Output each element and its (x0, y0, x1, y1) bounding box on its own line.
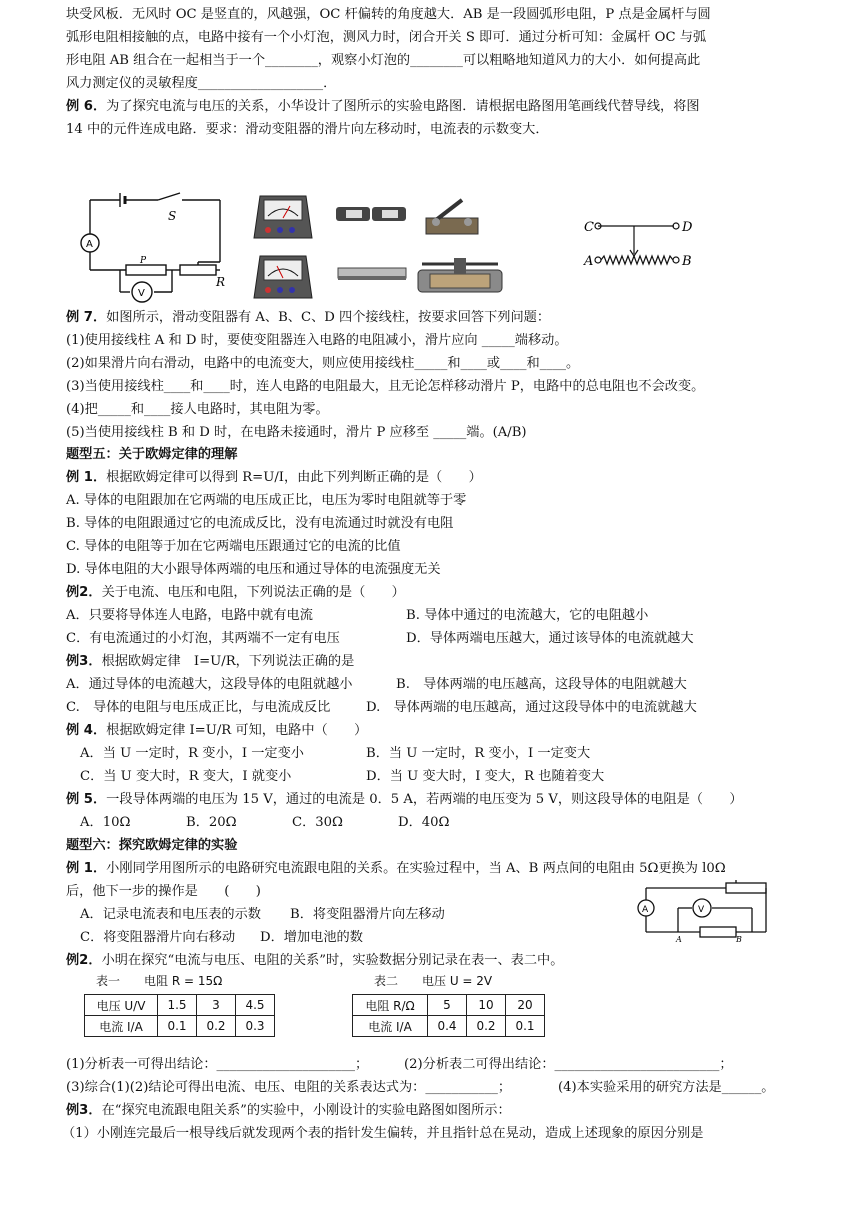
ohm-circuit-diagram (636, 880, 776, 942)
example-text: 小明在探究“电流与电压、电阻的关系”时，实验数据分别记录在表一、表二中。 (101, 953, 564, 968)
rheostat-label: R (216, 275, 226, 289)
question-line: (3)综合(1)(2)结论可得出电流、电压、电阻的关系表达式为：___________； (66, 1080, 512, 1095)
question-line: (2)如果滑片向右滑动，电路中的电流变大，则应使用接线柱_____和____或____和____。 (66, 356, 580, 371)
option-line: D．导体两端电压越大，通过该导体的电流就越大 (406, 631, 694, 646)
example-5-4 (66, 722, 367, 740)
option-line: B．将变阻器滑片向左移动 (290, 907, 445, 922)
example-label: 例 6． (66, 99, 107, 114)
ammeter-label: A (86, 239, 93, 250)
option-line: D．当 U 变大时，I 变大，R 也随着变大 (366, 769, 605, 784)
switch-label: S (168, 209, 177, 223)
voltmeter-picture (250, 252, 316, 302)
example-text: 一段导体两端的电压为 15 V，通过的电流是 0．5 A，若两端的电压变为 5 V，则这段导体的电阻是（ ） (106, 792, 743, 807)
text-line: 块受风板．无风时 OC 是竖直的，风越强，OC 杆偏转的角度越大．AB 是一段圆弧形电阻，P 点是金属杆与圆 (66, 7, 711, 22)
option-line: B．20Ω (186, 815, 237, 830)
section-heading: 题型五：关于欧姆定律的理解 (66, 447, 238, 462)
section-heading: 题型六：探究欧姆定律的实验 (66, 838, 238, 853)
table-row (353, 995, 545, 1016)
table-cell: 10 (467, 995, 506, 1016)
table-cell: 1.5 (158, 995, 197, 1016)
ammeter-picture (250, 192, 316, 242)
rheostat-symbol (584, 212, 694, 274)
data-table-2 (352, 994, 545, 1037)
option-line: A．只要将导体连人电路，电路中就有电流 (66, 608, 313, 623)
question-line: (4)本实验采用的研究方法是______。 (558, 1080, 775, 1095)
table-cell: 20 (506, 995, 545, 1016)
option-line: A．记录电流表和电压表的示数 (80, 907, 261, 922)
option-line: D．增加电池的数 (260, 930, 363, 945)
example-label: 例2． (66, 585, 102, 600)
question-line: (2)分析表二可得出结论：_________________________； (404, 1057, 733, 1072)
example-label: 例 5． (66, 792, 107, 807)
table-cell: 0.2 (467, 1016, 506, 1037)
option-line: B. 导体两端的电压越高，这段导体的电阻就越大 (396, 677, 687, 692)
example-5-3 (66, 653, 354, 671)
example-6-3 (66, 1102, 511, 1120)
option-line: C．将变阻器滑片向右移动 (80, 930, 236, 945)
text-line: 弧形电阻相接触的点，电路中接有一个小灯泡，测风力时，闭合开关 S 即可．通过分析可知：金属杆 OC 与弧 (66, 30, 707, 45)
rheostat-picture (414, 248, 506, 298)
example-label: 例 4． (66, 723, 107, 738)
table-row (353, 1016, 545, 1037)
table-cell: 0.1 (158, 1016, 197, 1037)
example-label: 例3． (66, 654, 102, 669)
example-text: 如图所示，滑动变阻器有 A、B、C、D 四个接线柱，按要求回答下列问题： (106, 310, 551, 325)
option-line: A．当 U 一定时，R 变小，I 一定变小 (80, 746, 304, 761)
example-text: 根据欧姆定律 I=U/R 可知，电路中（ ） (106, 723, 368, 738)
question-line: (1)使用接线柱 A 和 D 时，要使变阻器连入电路的电阻减小，滑片应向 _____端移动。 (66, 333, 568, 348)
example-6-cont: 14 中的元件连成电路．要求：滑动变阻器的滑片向左移动时，电流表的示数变大． (66, 122, 549, 137)
option-line: C. 导体的电阻与电压成正比，与电流成反比 (66, 700, 331, 715)
example-label: 例2． (66, 953, 102, 968)
option-line: A. 导体的电阻跟加在它两端的电压成正比，电压为零时电阻就等于零 (66, 493, 467, 508)
example-label: 例 7． (66, 310, 107, 325)
question-line: (4)把_____和____接人电路时，其电阻为零。 (66, 402, 329, 417)
table-cell: 0.1 (506, 1016, 545, 1037)
table-cell: 电流 I/A (353, 1016, 428, 1037)
example-6-1 (66, 860, 726, 878)
option-line: A．通过导体的电流越大，这段导体的电阻就越小 (66, 677, 353, 692)
option-line: C．有电流通过的小灯泡，其两端不一定有电压 (66, 631, 340, 646)
example-label: 例3． (66, 1103, 102, 1118)
ammeter-label: A (642, 905, 649, 915)
table-cell: 0.2 (197, 1016, 236, 1037)
table-row (85, 995, 275, 1016)
text-line: 形电阻 AB 组合在一起相当于一个________，观察小灯泡的________可以粗略地知道风力的大小．如何提高此 (66, 53, 701, 68)
table-cell: 电阻 R/Ω (353, 995, 428, 1016)
example-text: 根据欧姆定律可以得到 R=U/I，由此下列判断正确的是（ ） (106, 470, 482, 485)
example-label: 例 1． (66, 861, 107, 876)
table-cell: 0.3 (236, 1016, 275, 1037)
table-cell: 0.4 (428, 1016, 467, 1037)
example-text-cont: 后，他下一步的操作是 ( ) (66, 884, 261, 899)
table-cell: 电流 I/A (85, 1016, 158, 1037)
example-5-1 (66, 469, 482, 487)
terminal-c: C (584, 220, 594, 235)
question-line: (3)当使用接线柱____和____时，连人电路的电阻最大，且无论怎样移动滑片 P，电路中的总电阻也不会改变。 (66, 379, 705, 394)
data-table-1 (84, 994, 275, 1037)
battery-picture (334, 203, 410, 225)
resistor-label: P (140, 256, 147, 266)
switch-picture (422, 192, 482, 238)
example-7 (66, 309, 550, 327)
option-line: B. 导体中通过的电流越大，它的电阻越小 (406, 608, 649, 623)
option-line: D. 导体电阻的大小跟导体两端的电压和通过导体的电流强度无关 (66, 562, 441, 577)
example-6-2 (66, 952, 563, 970)
voltmeter-label: V (698, 905, 705, 915)
question-line: (5)当使用接线柱 B 和 D 时，在电路未接通时，滑片 P 应移至 _____端。(A/B) (66, 425, 527, 440)
example-5-2 (66, 584, 405, 602)
option-line: B. 导体的电阻跟通过它的电流成反比，没有电流通过时就没有电阻 (66, 516, 454, 531)
table-row (85, 1016, 275, 1037)
voltmeter-label: V (138, 288, 145, 299)
table-cell: 4.5 (236, 995, 275, 1016)
option-line: C. 导体的电阻等于加在它两端电压跟通过它的电流的比值 (66, 539, 401, 554)
table-cell: 5 (428, 995, 467, 1016)
example-label: 例 1． (66, 470, 107, 485)
circuit-diagram (70, 190, 240, 302)
option-line: C．30Ω (292, 815, 343, 830)
table-cell: 3 (197, 995, 236, 1016)
point-b-label: B (736, 935, 742, 944)
question-line: (1)分析表一可得出结论：_____________________； (66, 1057, 369, 1072)
table-cell: 电压 U/V (85, 995, 158, 1016)
option-line: D．40Ω (398, 815, 450, 830)
text-line: 风力测定仪的灵敏程度___________________． (66, 76, 337, 91)
example-text: 小刚同学用图所示的电路研究电流跟电阻的关系。在实验过程中，当 A、B 两点间的电阻由 5Ω更换为 l0Ω (106, 861, 726, 876)
table-caption: 表二 电压 U = 2V (374, 974, 493, 988)
example-text: 关于电流、电压和电阻，下列说法正确的是（ ） (101, 585, 405, 600)
table-caption: 表一 电阻 R = 15Ω (96, 974, 223, 988)
terminal-d: D (682, 220, 693, 235)
option-line: C．当 U 变大时，R 变大，I 就变小 (80, 769, 292, 784)
example-6 (66, 98, 700, 116)
option-line: B．当 U 一定时，R 变小，I 一定变大 (366, 746, 591, 761)
terminal-a: A (584, 254, 594, 269)
example-text: 为了探究电流与电压的关系，小华设计了图所示的实验电路图．请根据电路图用笔画线代替导线，将图 (106, 99, 700, 114)
terminal-b: B (682, 254, 692, 269)
option-line: A．10Ω (80, 815, 131, 830)
example-text: 根据欧姆定律 I=U/R，下列说法正确的是 (101, 654, 355, 669)
example-text: 在“探究电流跟电阻关系”的实验中，小刚设计的实验电路图如图所示： (101, 1103, 511, 1118)
resistor-picture (334, 262, 410, 284)
option-line: D. 导体两端的电压越高，通过这段导体中的电流就越大 (366, 700, 697, 715)
point-a-label: A (676, 935, 682, 944)
question-line: （1）小刚连完最后一根导线后就发现两个表的指针发生偏转，并且指针总在晃动，造成上述现象的原因分别是 (62, 1126, 704, 1141)
example-5-5 (66, 791, 743, 809)
